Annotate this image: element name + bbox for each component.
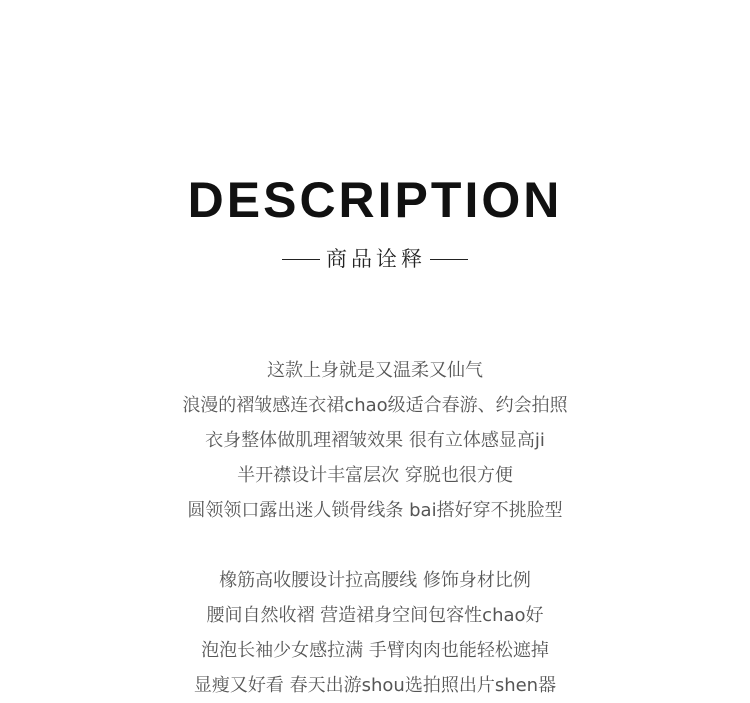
description-line: 圆领领口露出迷人锁骨线条 bai搭好穿不挑脸型 bbox=[187, 500, 563, 521]
description-line: 橡筋高收腰设计拉高腰线 修饰身材比例 bbox=[219, 570, 531, 591]
subtitle: 商品诠释 bbox=[326, 247, 426, 271]
left-divider-line bbox=[282, 259, 320, 260]
description-line: 泡泡长袖少女感拉满 手臂肉肉也能轻松遮掉 bbox=[201, 640, 549, 661]
description-line: 衣身整体做肌理褶皱效果 很有立体感显高ji bbox=[205, 430, 545, 451]
description-line: 半开襟设计丰富层次 穿脱也很方便 bbox=[237, 465, 513, 486]
page-title: DESCRIPTION bbox=[187, 172, 563, 228]
description-line: 浪漫的褶皱感连衣裙chao级适合春游、约会拍照 bbox=[182, 395, 568, 416]
description-body bbox=[0, 353, 750, 703]
description-line: 这款上身就是又温柔又仙气 bbox=[267, 360, 483, 381]
right-divider-line bbox=[430, 259, 468, 260]
subtitle-row bbox=[0, 244, 750, 274]
paragraph-1 bbox=[0, 353, 750, 528]
description-line: 腰间自然收褶 营造裙身空间包容性chao好 bbox=[206, 605, 544, 626]
description-line: 显瘦又好看 春天出游shou选拍照出片shen器 bbox=[193, 675, 557, 696]
paragraph-2 bbox=[0, 563, 750, 703]
